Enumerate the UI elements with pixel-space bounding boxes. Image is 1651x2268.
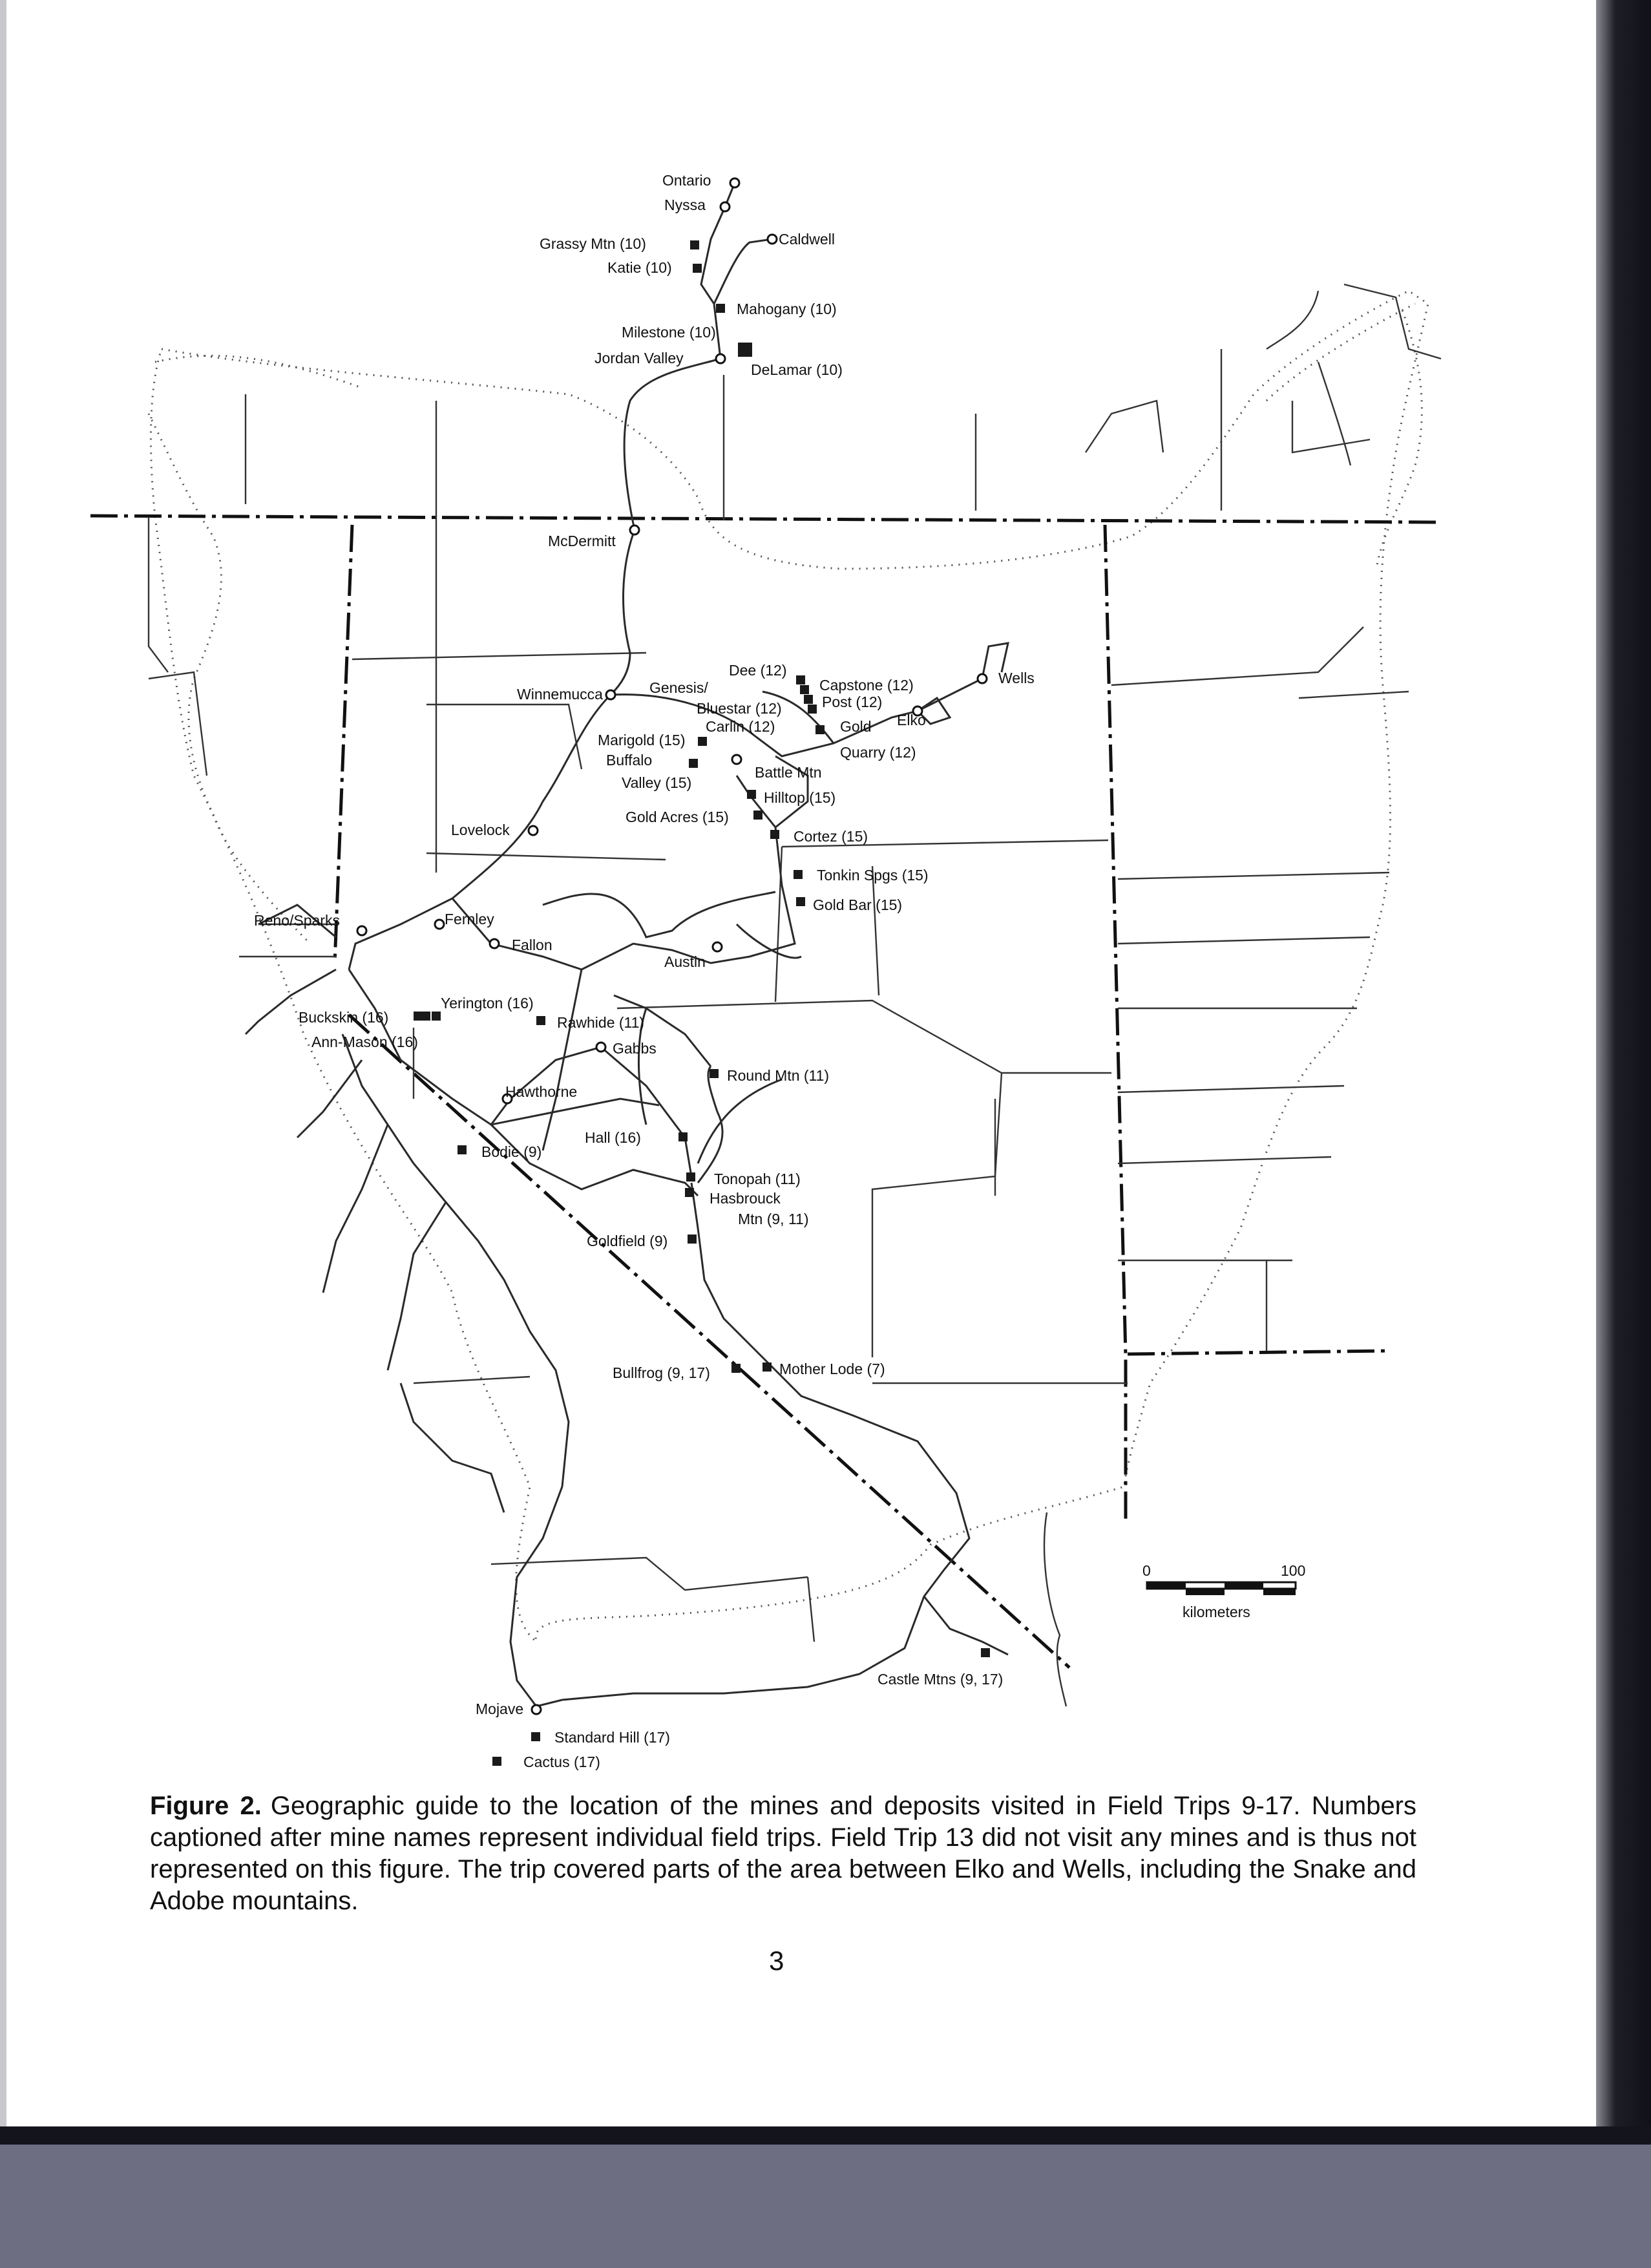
town-label-hawthorne: Hawthorne bbox=[505, 1083, 578, 1100]
roads bbox=[246, 183, 1008, 1706]
mine-label-rawhide: Rawhide (11) bbox=[557, 1014, 645, 1031]
mine-label-cactus: Cactus (17) bbox=[523, 1754, 600, 1770]
figure-caption bbox=[150, 1790, 1416, 1917]
oregon-nevada-border bbox=[90, 516, 1441, 522]
figure-caption-text: Geographic guide to the location of the mines and deposits visited in Field Trips 9-17. Numbers captioned after mine names represent individual field trips. Field Trip 13 did not visit any mines and is thus not represented on this figure. The trip covered parts of the area between Elko and Wells, including the Snake and Adobe mountains. bbox=[150, 1792, 1417, 1915]
scale-min-label: 0 bbox=[1142, 1562, 1151, 1579]
town-label-ontario: Ontario bbox=[662, 172, 711, 189]
dotted-ne-region bbox=[1267, 304, 1422, 569]
mine-label-gold-quarry: Gold bbox=[840, 718, 872, 735]
mine-label-gold-quarry-line2: Quarry (12) bbox=[840, 744, 916, 761]
mine-label-tonkin-springs: Tonkin Spgs (15) bbox=[817, 867, 929, 884]
mine-label-katie: Katie (10) bbox=[607, 259, 672, 276]
town-label-reno-sparks: Reno/Sparks bbox=[254, 912, 340, 929]
nevada-west-border bbox=[335, 525, 352, 963]
scan-edge-bottom bbox=[0, 2126, 1651, 2268]
town-label-austin: Austin bbox=[664, 953, 706, 970]
mine-labels bbox=[299, 235, 1003, 1770]
mine-label-mahogany: Mahogany (10) bbox=[737, 301, 837, 317]
nevada-east-border bbox=[1105, 525, 1126, 1519]
scan-edge-bottom-shadow bbox=[0, 2126, 1651, 2145]
mine-label-mother-lode: Mother Lode (7) bbox=[779, 1361, 885, 1377]
town-label-caldwell: Caldwell bbox=[779, 231, 835, 248]
mine-label-hall: Hall (16) bbox=[585, 1129, 641, 1146]
mine-label-buffalo-valley: Buffalo bbox=[606, 752, 653, 768]
town-label-jordan-valley: Jordan Valley bbox=[594, 350, 684, 366]
dotted-nw-region bbox=[149, 355, 362, 944]
mine-label-hasbrouck: Hasbrouck bbox=[710, 1190, 781, 1207]
utah-arizona-border bbox=[1128, 1351, 1386, 1354]
mine-label-tonopah: Tonopah (11) bbox=[714, 1171, 801, 1187]
mine-label-grassy-mtn: Grassy Mtn (10) bbox=[540, 235, 646, 252]
town-label-lovelock: Lovelock bbox=[451, 821, 510, 838]
town-label-wells: Wells bbox=[998, 670, 1035, 686]
county-lines bbox=[149, 284, 1441, 1706]
town-label-mcdermitt: McDermitt bbox=[548, 533, 616, 549]
mine-label-cortez: Cortez (15) bbox=[794, 828, 868, 845]
town-label-gabbs: Gabbs bbox=[613, 1040, 657, 1057]
scale-max-label: 100 bbox=[1281, 1562, 1306, 1579]
mine-label-bodie: Bodie (9) bbox=[481, 1143, 542, 1160]
town-label-battle-mtn: Battle Mtn bbox=[755, 764, 822, 781]
town-label-fernley: Fernley bbox=[445, 911, 494, 927]
figure-label: Figure 2. bbox=[150, 1792, 262, 1820]
town-label-elko: Elko bbox=[897, 712, 926, 728]
mine-label-gold-acres: Gold Acres (15) bbox=[626, 809, 729, 825]
mine-label-round-mtn: Round Mtn (11) bbox=[727, 1067, 830, 1084]
mine-label-bluestar: Bluestar (12) bbox=[697, 700, 782, 717]
dotted-region-outline bbox=[151, 291, 1428, 1642]
mine-label-standard-hill: Standard Hill (17) bbox=[554, 1729, 670, 1746]
mine-label-post: Post (12) bbox=[822, 694, 883, 710]
town-label-nyssa: Nyssa bbox=[664, 196, 706, 213]
mine-label-castle-mtns: Castle Mtns (9, 17) bbox=[878, 1671, 1004, 1688]
mine-label-buckskin: Buckskin (16) bbox=[299, 1009, 389, 1026]
scale-unit-label: kilometers bbox=[1183, 1604, 1250, 1620]
mine-label-yerington: Yerington (16) bbox=[441, 995, 534, 1012]
mine-label-buffalo-valley-line2: Valley (15) bbox=[622, 774, 692, 791]
mine-label-bullfrog: Bullfrog (9, 17) bbox=[613, 1364, 710, 1381]
mine-label-hasbrouck-line2: Mtn (9, 11) bbox=[738, 1211, 809, 1227]
scale-bar bbox=[1142, 1562, 1305, 1620]
mine-label-hilltop: Hilltop (15) bbox=[764, 789, 836, 806]
mine-label-genesis: Genesis/ bbox=[649, 679, 708, 696]
page-number: 3 bbox=[769, 1945, 784, 1976]
mine-label-delamar: DeLamar (10) bbox=[751, 361, 843, 378]
mine-label-gold-bar: Gold Bar (15) bbox=[813, 896, 903, 913]
town-label-mojave: Mojave bbox=[476, 1701, 524, 1717]
mine-label-milestone: Milestone (10) bbox=[622, 324, 716, 341]
town-markers bbox=[357, 178, 987, 1714]
town-label-winnemucca: Winnemucca bbox=[517, 686, 603, 703]
mine-label-marigold: Marigold (15) bbox=[598, 732, 686, 748]
mine-label-capstone: Capstone (12) bbox=[819, 677, 914, 694]
mine-label-goldfield: Goldfield (9) bbox=[587, 1233, 668, 1249]
town-label-fallon: Fallon bbox=[512, 937, 552, 953]
mine-label-ann-mason: Ann-Mason (16) bbox=[311, 1033, 418, 1050]
scan-edge-right bbox=[1596, 0, 1651, 2133]
mine-label-carlin: Carlin (12) bbox=[706, 718, 775, 735]
mine-label-dee: Dee (12) bbox=[729, 662, 787, 679]
ca-nv-diagonal-border bbox=[349, 1015, 1069, 1668]
